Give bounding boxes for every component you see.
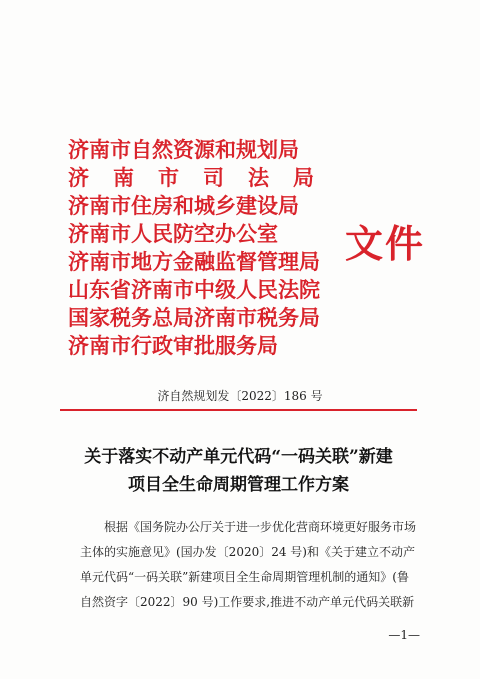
issuer-8: 济南市行政审批服务局	[68, 333, 278, 358]
issuer-1: 济南市自然资源和规划局	[68, 137, 299, 162]
title-line-2: 项目全生命周期管理工作方案	[128, 475, 349, 495]
issuer-2: 济南市司法局	[68, 165, 338, 190]
body-text	[80, 515, 425, 615]
issuer-3: 济南市住房和城乡建设局	[68, 193, 299, 218]
issuing-agencies	[68, 136, 343, 360]
red-divider	[60, 409, 417, 411]
body-line-2: 主体的实施意见》(国办发〔2020〕24 号)和《关于建立不动产	[80, 545, 415, 559]
title-line-1: 关于落实不动产单元代码“一码关联”新建	[84, 447, 393, 467]
document-title	[60, 443, 417, 499]
issuer-4: 济南市人民防空办公室	[68, 221, 278, 246]
issuer-5: 济南市地方金融监督管理局	[68, 249, 320, 274]
issuer-7: 国家税务总局济南市税务局	[68, 305, 320, 330]
body-line-3: 单元代码“一码关联”新建项目全生命周期管理机制的通知》(鲁	[80, 570, 409, 584]
page-number: —1—	[388, 628, 420, 642]
issuer-6: 山东省济南市中级人民法院	[68, 277, 320, 302]
document-number: 济自然规划发〔2022〕186 号	[157, 389, 323, 403]
body-line-4: 自然资字〔2022〕90 号)工作要求,推进不动产单元代码关联新	[80, 595, 415, 609]
document-word: 文件	[345, 221, 426, 266]
body-line-1: 根据《国务院办公厅关于进一步优化营商环境更好服务市场	[104, 520, 417, 534]
